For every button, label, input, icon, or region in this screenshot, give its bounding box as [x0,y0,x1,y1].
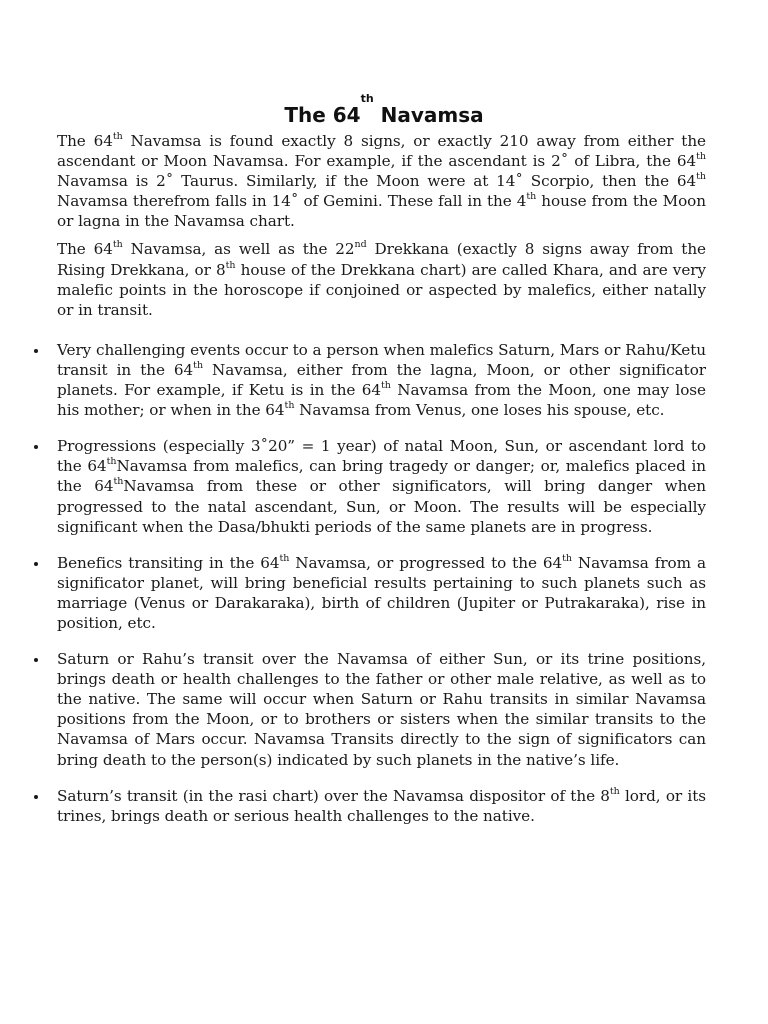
text-run: Navamsa, or progressed to the 64 [289,553,563,572]
superscript-text: th [696,151,706,163]
superscript-text: th [112,239,123,251]
paragraph-intro [57,131,706,231]
text-run: Navamsa, either from the lagna, Moon, or other significator planets. For example, if Ketu is in the 64 [57,360,706,400]
text-run: Navamsa from these or other significators, will bring danger when progressed to the natal ascendant, Sun, or Moon. The results will be especially significant when the Dasa/bhukti periods of the same planets are in progress. [57,477,706,536]
text-run: The 64 [57,240,113,259]
text-run: Navamsa from malefics, can bring tragedy or danger; or, malefics placed in the 64 [57,457,706,496]
superscript-text: th [279,552,290,564]
superscript-text: th [609,785,620,797]
text-run: Navamsa is 2˚ Taurus. Similarly, if the Moon were at 14˚ Scorpio, then the 64 [57,172,697,191]
superscript-text: th [526,191,537,203]
text-run: Navamsa from a significator planet, will bring beneficial results pertaining to such planets such as marriage (Venus or Darakaraka), birth of children (Jupiter or Putrakaraka), rise in position, etc. [57,553,706,632]
text-run: house from the Moon or lagna in the Navamsa chart. [57,192,707,231]
text-run: Navamsa, as well as the 22 [122,240,355,259]
text-run: Very challenging events occur to a person when malefics Saturn, Mars or Rahu/Ketu transit in the 64 [57,340,706,379]
superscript-text: th [284,400,295,412]
superscript-text: th [360,92,374,106]
text-run: Drekkana (exactly 8 signs away from the Rising Drekkana, or 8 [57,240,706,279]
text-run: Navamsa from the Moon, one may lose his mother; or when in the 64 [57,381,706,420]
list-item [57,553,706,633]
superscript-text: th [113,476,124,488]
superscript-text: th [193,359,204,371]
list-item [57,649,706,770]
superscript-text: th [381,379,391,391]
page-title [0,92,768,129]
text-run: Navamsa is found exactly 8 signs, or exactly 210 away from either the ascendant or Moon Navamsa. For example, if the ascendant is 2˚ of Libra, the 64 [57,132,706,171]
superscript-text: th [696,171,706,183]
text-run: Navamsa therefrom falls in 14˚ of Gemini. These fall in the 4 [57,192,527,211]
text-run: The 64 [57,132,113,150]
superscript-text: th [106,456,117,468]
superscript-text: th [112,130,123,142]
text-run: Navamsa [373,103,484,128]
text-run: Navamsa from Venus, one loses his spouse, etc. [294,401,665,420]
text-run: lord, or its trines, brings death or serious health challenges to the native. [57,786,706,825]
text-run: Saturn’s transit (in the rasi chart) over the Navamsa dispositor of the 8 [57,786,610,805]
document-body [57,131,706,842]
list-item [57,340,706,420]
superscript-text: nd [354,239,367,251]
text-run: Saturn or Rahu’s transit over the Navamsa of either Sun, or its trine positions, brings death or health challenges to the father or other male relative, as well as to the native. The same will occur when Saturn or Rahu transits in similar Navamsa positions from the Moon, or to brothers or sisters when the similar transits to the Navamsa of Mars occur. Navamsa Transits directly to the sign of significators can bring death to the person(s) indicated by such planets in the native’s life. [57,650,706,769]
list-item [57,436,706,536]
superscript-text: th [562,552,572,564]
bullet-list [57,340,706,826]
text-run: Progressions (especially 3˚20” = 1 year) of natal Moon, Sun, or ascendant lord to the 64 [57,437,706,476]
text-run: house of the Drekkana chart) are called Khara, and are very malefic points in the horoscope if conjoined or aspected by malefics, either natally or in transit. [57,260,706,319]
text-run: Benefics transiting in the 64 [57,553,280,572]
paragraph-khara [57,239,706,319]
text-run: The 64 [284,103,361,128]
list-item [57,786,706,826]
superscript-text: th [225,259,236,271]
